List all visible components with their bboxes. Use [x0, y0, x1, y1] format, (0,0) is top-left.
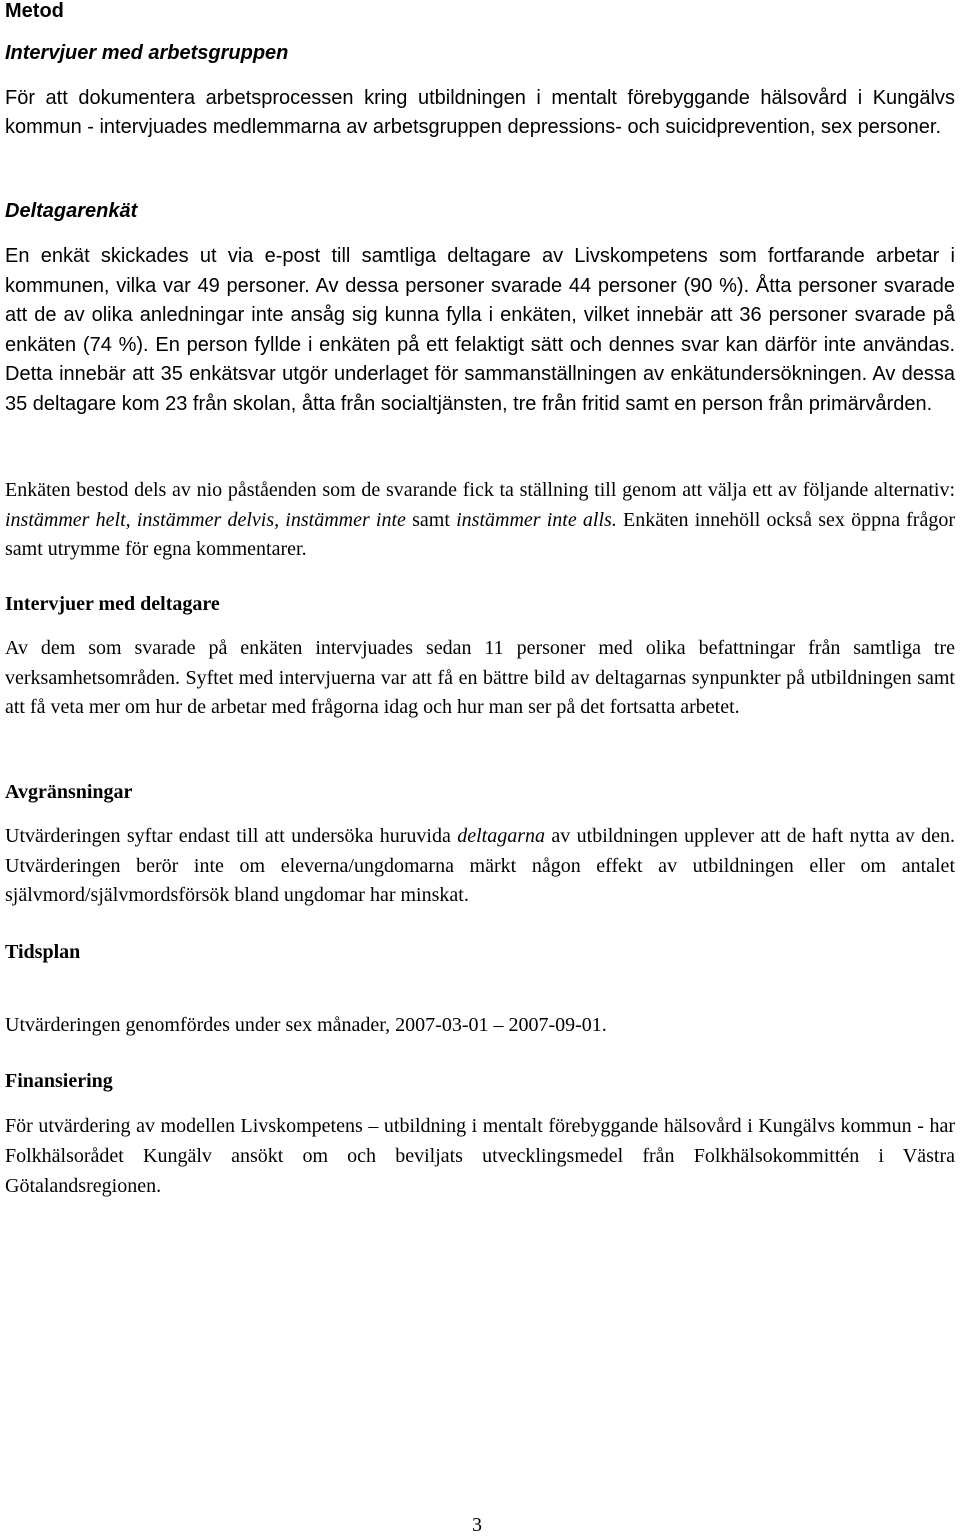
paragraph-intervjuer-deltagare: Av dem som svarade på enkäten intervjuades sedan 11 personer med olika befattningar från samtliga tre verksamhetsområden. Syftet med intervjuerna var att få en bättre bild av deltagarnas synpunkter på utbildningen samt att få veta mer om hur de arbetar med frågorna idag och hur man ser på det fortsatta arbetet.: [5, 637, 955, 718]
page-number: 3: [472, 1514, 482, 1536]
section-title-tidsplan: Tidsplan: [5, 941, 81, 963]
subsection-title-intervjuer-deltagare: Intervjuer med deltagare: [5, 593, 220, 615]
enkaten-italic-1: instämmer helt, instämmer delvis, instämmer inte: [5, 508, 406, 531]
paragraph-tidsplan: Utvärderingen genomfördes under sex månader, 2007-03-01 – 2007-09-01.: [5, 1014, 607, 1036]
section-title-avgransningar: Avgränsningar: [5, 781, 133, 803]
avgransningar-text-2: av utbildningen upplever att de haft nytta av den. Utvärderingen berör inte om eleverna/ungdomarna märkt någon effekt av utbildningen eller om antalet självmord/självmordsförsök bland ungdomar har minskat.: [5, 825, 955, 906]
paragraph-deltagarenkat: En enkät skickades ut via e-post till samtliga deltagare av Livskompetens som fortfarande arbetar i kommunen, vilka var 49 personer. Av dessa personer svarade 44 personer (90 %). Åtta personer svarade att de av olika anledningar inte ansåg sig kunna fylla i enkäten, vilket innebär att 36 personer svarade på enkäten (74 %). En person fyllde i enkäten på ett felaktigt sätt och dennes svar kan därför inte användas. Detta innebär att 35 enkätsvar utgör underlaget för sammanställningen av enkätundersökningen. Av dessa 35 deltagare kom 23 från skolan, åtta från socialtjänsten, tre från fritid samt en person från primärvården.: [5, 245, 955, 415]
section-title-finansiering: Finansiering: [5, 1070, 113, 1092]
enkaten-text-1: Enkäten bestod dels av nio påståenden som de svarande fick ta ställning till genom att välja ett av följande alternativ:: [5, 479, 955, 501]
paragraph-finansiering: För utvärdering av modellen Livskompetens – utbildning i mentalt förebyggande hälsovård i Kungälvs kommun - har Folkhälsorådet Kungälv ansökt om och beviljats utvecklingsmedel från Folkhälsokommittén i Västra Götalandsregionen.: [5, 1115, 955, 1197]
enkaten-text-2: samt: [405, 508, 457, 531]
subsection-title-deltagarenkat: Deltagarenkät: [5, 200, 138, 222]
enkaten-italic-2: instämmer inte alls.: [456, 508, 617, 531]
avgransningar-text-1: Utvärderingen syftar endast till att undersöka huruvida: [5, 825, 458, 847]
paragraph-avgransningar: [5, 822, 955, 911]
paragraph-enkaten-alternativ: [5, 476, 955, 565]
paragraph-intervjuer-arbetsgruppen: För att dokumentera arbetsprocessen kring utbildningen i mentalt förebyggande hälsovård i Kungälvs kommun - intervjuades medlemmarna av arbetsgruppen depressions- och suicidprevention, sex personer.: [5, 87, 955, 138]
enkaten-text-3: Enkäten innehöll också sex öppna frågor samt utrymme för egna kommentarer.: [5, 508, 955, 560]
subsection-title-intervjuer-arbetsgruppen: Intervjuer med arbetsgruppen: [5, 42, 289, 64]
avgransningar-italic: deltagarna: [457, 825, 546, 847]
section-title-metod: Metod: [5, 0, 64, 22]
